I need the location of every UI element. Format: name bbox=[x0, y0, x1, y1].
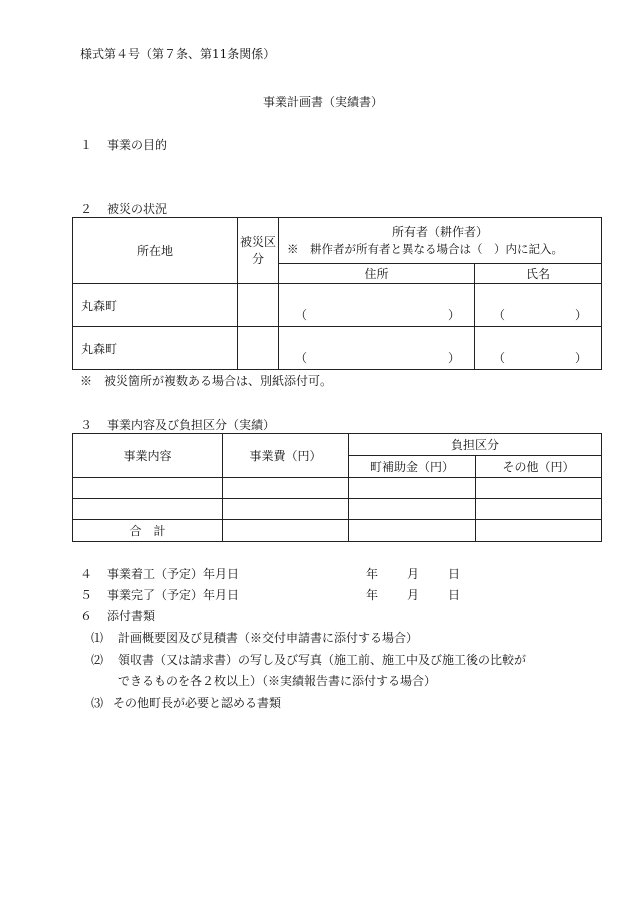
attachment3-text: その他町長が必要と認める書類 bbox=[113, 696, 282, 710]
table-row bbox=[73, 284, 602, 327]
header-town-subsidy: 町補助金（円） bbox=[349, 456, 476, 478]
row2-address-cell[interactable] bbox=[279, 327, 475, 370]
table-row bbox=[73, 520, 602, 542]
owner-title: 所有者（耕作者） bbox=[391, 224, 488, 239]
header-owner bbox=[279, 218, 602, 264]
owner-note: ※ 耕作者が所有者と異なる場合は（ ）内に記入。 bbox=[287, 241, 563, 256]
row2-name-cell[interactable] bbox=[475, 327, 602, 370]
budget-row2-cost[interactable] bbox=[223, 499, 349, 520]
start-day-label: 日 bbox=[448, 567, 461, 581]
end-month-label: 月 bbox=[407, 588, 420, 602]
header-content: 事業内容 bbox=[73, 434, 223, 478]
row2-address-open-paren: （ bbox=[295, 351, 308, 365]
start-year-label: 年 bbox=[366, 567, 379, 581]
table-row bbox=[73, 327, 602, 370]
budget-row2-town[interactable] bbox=[349, 499, 476, 520]
attachment2-number: ⑵ bbox=[91, 653, 104, 667]
end-year-label: 年 bbox=[366, 588, 379, 602]
start-month-label: 月 bbox=[407, 567, 420, 581]
total-town[interactable] bbox=[349, 520, 476, 542]
budget-row1-content[interactable] bbox=[73, 478, 223, 499]
budget-table bbox=[72, 433, 602, 542]
attachment2-text: 領収書（又は請求書）の写し及び写真（施工前、施工中及び施工後の比較が bbox=[118, 653, 527, 667]
attachment3-number: ⑶ bbox=[91, 696, 104, 710]
row1-location: 丸森町 bbox=[73, 284, 238, 327]
row2-location: 丸森町 bbox=[73, 327, 238, 370]
row1-name-close-paren: ） bbox=[574, 308, 587, 322]
section4-number: ４ bbox=[80, 567, 93, 581]
row2-damage-type-cell[interactable] bbox=[238, 327, 279, 370]
section2-heading: 被災の状況 bbox=[107, 202, 168, 216]
budget-row1-cost[interactable] bbox=[223, 478, 349, 499]
section5-heading: 事業完了（予定）年月日 bbox=[107, 588, 240, 602]
table-row bbox=[73, 478, 602, 499]
section2-number: ２ bbox=[80, 202, 93, 216]
section3-heading: 事業内容及び負担区分（実績） bbox=[107, 418, 276, 432]
total-label: 合 計 bbox=[73, 520, 223, 542]
section2-note: ※ 被災箇所が複数ある場合は、別紙添付可。 bbox=[80, 374, 333, 388]
damage-table bbox=[72, 217, 602, 370]
attachment1-text: 計画概要図及び見積書（※交付申請書に添付する場合） bbox=[118, 631, 419, 645]
header-location: 所在地 bbox=[73, 218, 238, 284]
section6-number: ６ bbox=[80, 609, 93, 623]
row1-address-close-paren: ） bbox=[447, 308, 460, 322]
row1-name-cell[interactable] bbox=[475, 284, 602, 327]
budget-row2-content[interactable] bbox=[73, 499, 223, 520]
row1-name-open-paren: （ bbox=[493, 308, 506, 322]
attachment2-text-continued: できるものを各２枚以上）（※実績報告書に添付する場合） bbox=[118, 674, 437, 688]
page-title: 事業計画書（実績書） bbox=[263, 95, 384, 109]
section1-number: １ bbox=[80, 138, 93, 152]
section4-heading: 事業着工（予定）年月日 bbox=[107, 567, 240, 581]
form-label: 様式第４号（第７条、第11条関係） bbox=[80, 47, 276, 61]
table-row bbox=[73, 499, 602, 520]
header-burden: 負担区分 bbox=[349, 434, 602, 456]
section1-heading: 事業の目的 bbox=[107, 138, 168, 152]
header-damage-type: 被災区分 bbox=[238, 218, 279, 284]
end-day-label: 日 bbox=[448, 588, 461, 602]
budget-row1-town[interactable] bbox=[349, 478, 476, 499]
budget-row2-other[interactable] bbox=[476, 499, 602, 520]
row1-address-cell[interactable] bbox=[279, 284, 475, 327]
header-other: その他（円） bbox=[476, 456, 602, 478]
total-other[interactable] bbox=[476, 520, 602, 542]
row1-address-open-paren: （ bbox=[295, 308, 308, 322]
total-cost[interactable] bbox=[223, 520, 349, 542]
attachment1-number: ⑴ bbox=[91, 631, 104, 645]
row2-address-close-paren: ） bbox=[447, 351, 460, 365]
section5-number: ５ bbox=[80, 588, 93, 602]
section3-number: ３ bbox=[80, 418, 93, 432]
row2-name-open-paren: （ bbox=[493, 351, 506, 365]
header-cost: 事業費（円） bbox=[223, 434, 349, 478]
row1-damage-type-cell[interactable] bbox=[238, 284, 279, 327]
header-address: 住所 bbox=[279, 264, 475, 284]
row2-name-close-paren: ） bbox=[574, 351, 587, 365]
header-name: 氏名 bbox=[475, 264, 602, 284]
section6-heading: 添付書類 bbox=[107, 609, 156, 623]
budget-row1-other[interactable] bbox=[476, 478, 602, 499]
